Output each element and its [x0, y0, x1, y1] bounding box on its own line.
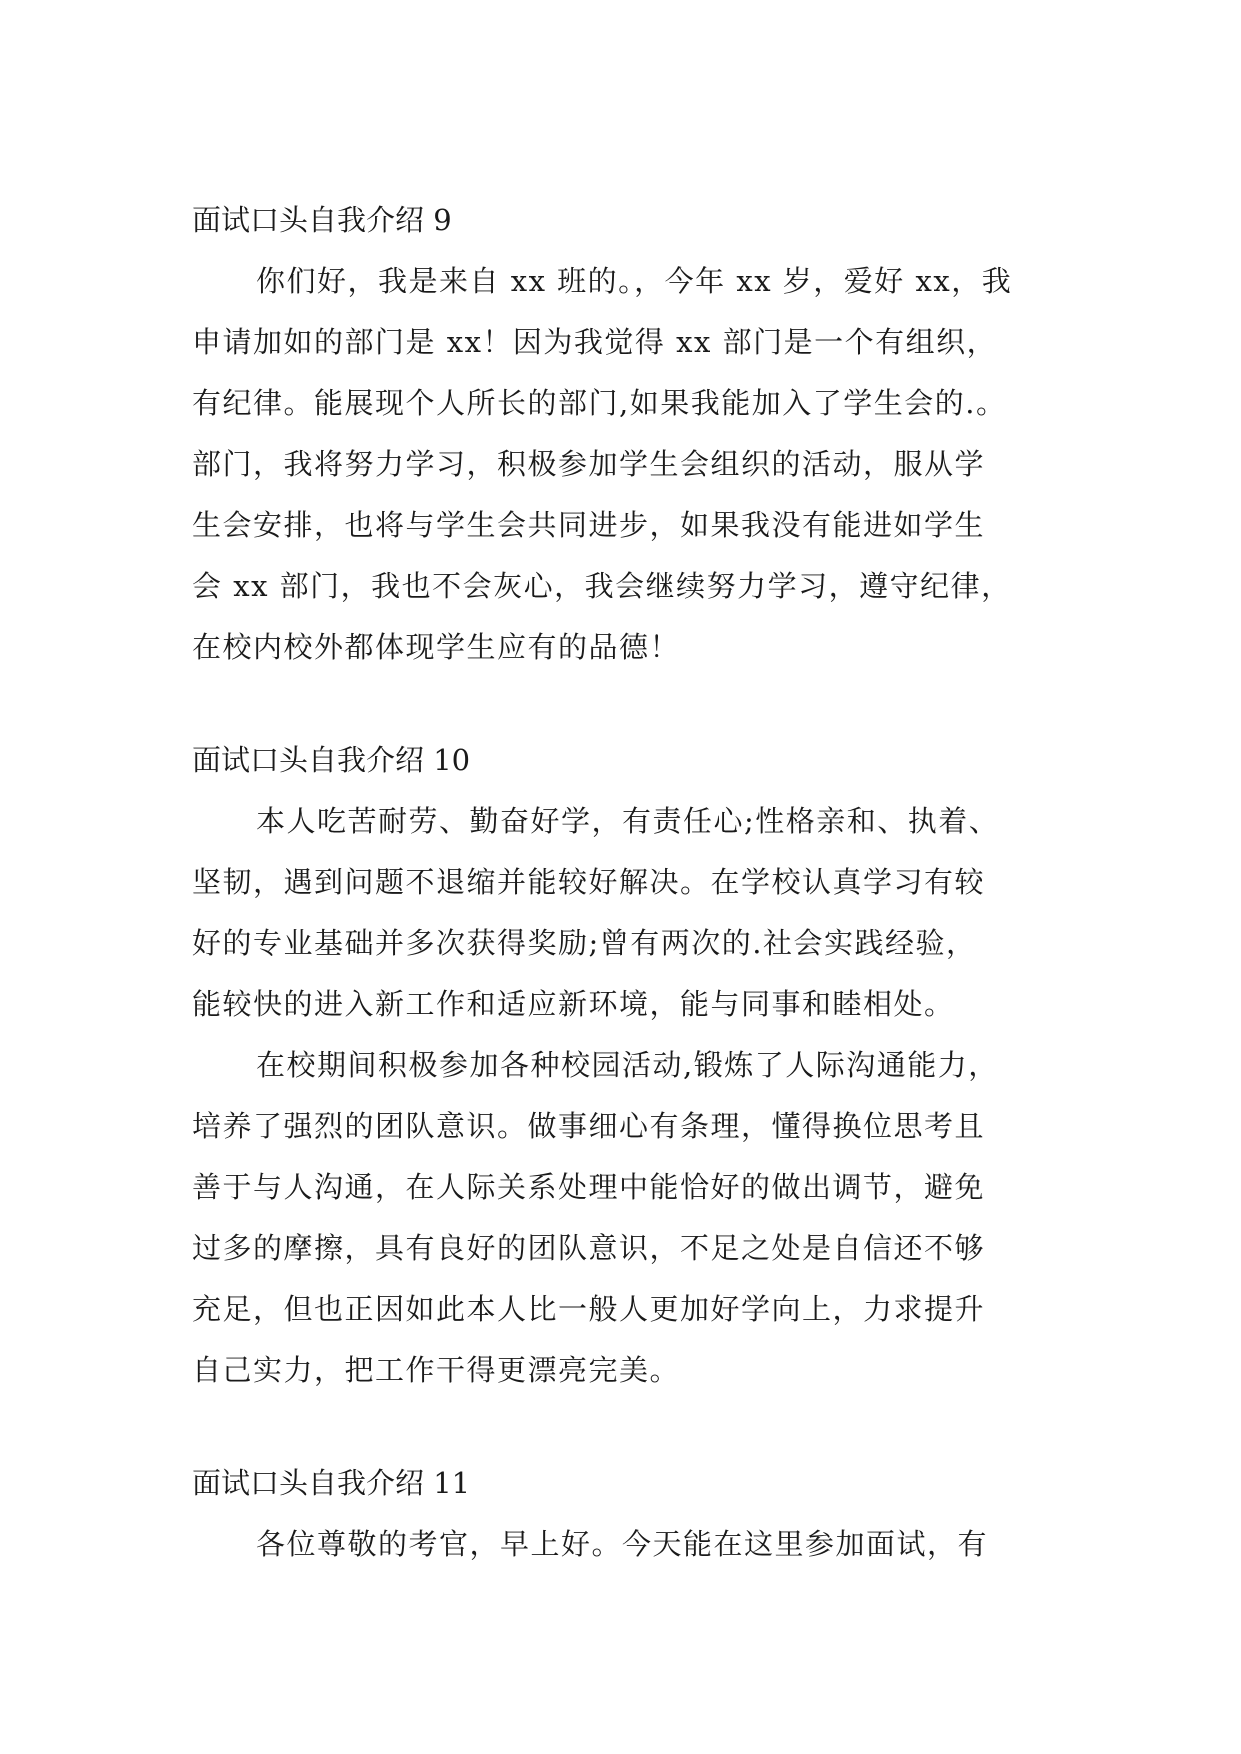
- section-intro-9: [192, 190, 1072, 678]
- section-title: 面试口头自我介绍 11: [192, 1466, 471, 1500]
- document-body: [192, 190, 1072, 1627]
- paragraph-line: 好的专业基础并多次获得奖励;曾有两次的.社会实践经验，: [192, 926, 977, 960]
- section-title: 面试口头自我介绍 9: [192, 203, 452, 237]
- section-title: 面试口头自我介绍 10: [192, 743, 471, 777]
- paragraph-line: 部门，我将努力学习，积极参加学生会组织的活动，服从学: [192, 447, 986, 481]
- paragraph-line: 培养了强烈的团队意识。做事细心有条理，懂得换位思考且: [192, 1109, 986, 1143]
- section-intro-11: [192, 1453, 1072, 1575]
- paragraph-line: 充足，但也正因如此本人比一般人更加好学向上，力求提升: [192, 1292, 986, 1326]
- paragraph-line: 坚韧，遇到问题不退缩并能较好解决。在学校认真学习有较: [192, 865, 986, 899]
- section-intro-10: [192, 730, 1072, 1401]
- paragraph-line: 在校期间积极参加各种校园活动,锻炼了人际沟通能力，: [256, 1048, 999, 1082]
- paragraph-line: 各位尊敬的考官，早上好。今天能在这里参加面试，有: [256, 1527, 989, 1561]
- paragraph-line: 申请加如的部门是 xx！因为我觉得 xx 部门是一个有组织，: [192, 325, 998, 359]
- paragraph-line: 生会安排，也将与学生会共同进步，如果我没有能进如学生: [192, 508, 986, 542]
- paragraph-line: 善于与人沟通，在人际关系处理中能恰好的做出调节，避免: [192, 1170, 986, 1204]
- paragraph-line: 本人吃苦耐劳、勤奋好学，有责任心;性格亲和、执着、: [256, 804, 1000, 838]
- paragraph-line: 有纪律。能展现个人所长的部门,如果我能加入了学生会的.。: [192, 386, 1007, 420]
- paragraph-line: 在校内校外都体现学生应有的品德！: [192, 630, 681, 664]
- paragraph-line: 过多的摩擦，具有良好的团队意识，不足之处是自信还不够: [192, 1231, 986, 1265]
- paragraph-line: 会 xx 部门，我也不会灰心，我会继续努力学习，遵守纪律，: [192, 569, 1012, 603]
- paragraph-line: 你们好，我是来自 xx 班的。，今年 xx 岁，爱好 xx，我: [256, 264, 1013, 298]
- paragraph-line: 能较快的进入新工作和适应新环境，能与同事和睦相处。: [192, 987, 955, 1021]
- paragraph-line: 自己实力，把工作干得更漂亮完美。: [192, 1353, 681, 1387]
